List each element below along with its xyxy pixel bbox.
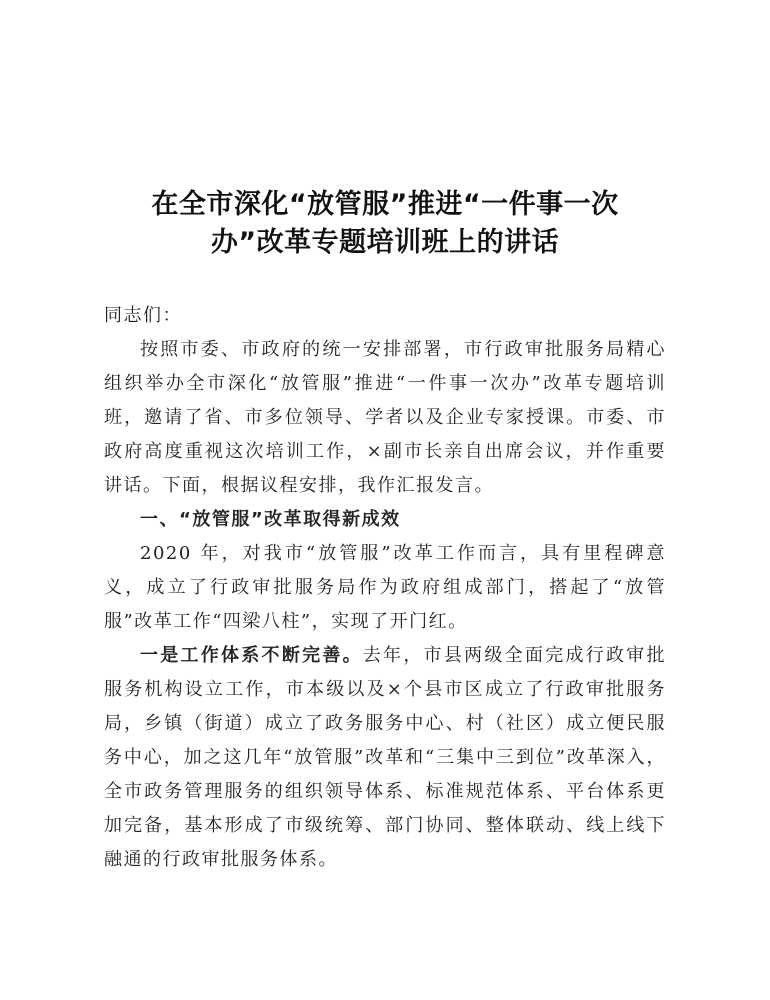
title-line-1: 在全市深化“放管服”推进“一件事一次 (151, 189, 619, 220)
document-body (104, 299, 666, 877)
point-1-text: 去年，市县两级全面完成行政审批服务机构设立工作，市本级以及×个县市区成立了行政审批服务局，乡镇（街道）成立了政务服务中心、村（社区）成立便民服务中心，加之这几年“放管服”改革和“三集中三到位”改革深入，全市政务管理服务的组织领导体系、标准规范体系、平台体系更加完备，基本形成了市级统筹、部门协同、整体联动、线上线下融通的行政审批服务体系。 (104, 645, 666, 870)
salutation: 同志们： (104, 305, 182, 326)
title-line-2: 办”改革专题培训班上的讲话 (210, 227, 560, 258)
section-1-paragraph: 2020 年，对我市“放管服”改革工作而言，具有里程碑意义，成立了行政审批服务局作为政府组成部门，搭起了“放管服”改革工作“四梁八柱”，实现了开门红。 (104, 543, 666, 632)
point-1-paragraph (104, 639, 666, 877)
point-1-lead: 一是工作体系不断完善。 (140, 645, 363, 666)
document-title (100, 186, 670, 262)
section-heading-1: 一、“放管服”改革取得新成效 (140, 509, 401, 530)
intro-paragraph: 按照市委、市政府的统一安排部署，市行政审批服务局精心组织举办全市深化“放管服”推进“一件事一次办”改革专题培训班，邀请了省、市多位领导、学者以及企业专家授课。市委、市政府高度重视这次培训工作，×副市长亲自出席会议，并作重要讲话。下面，根据议程安排，我作汇报发言。 (104, 339, 666, 496)
